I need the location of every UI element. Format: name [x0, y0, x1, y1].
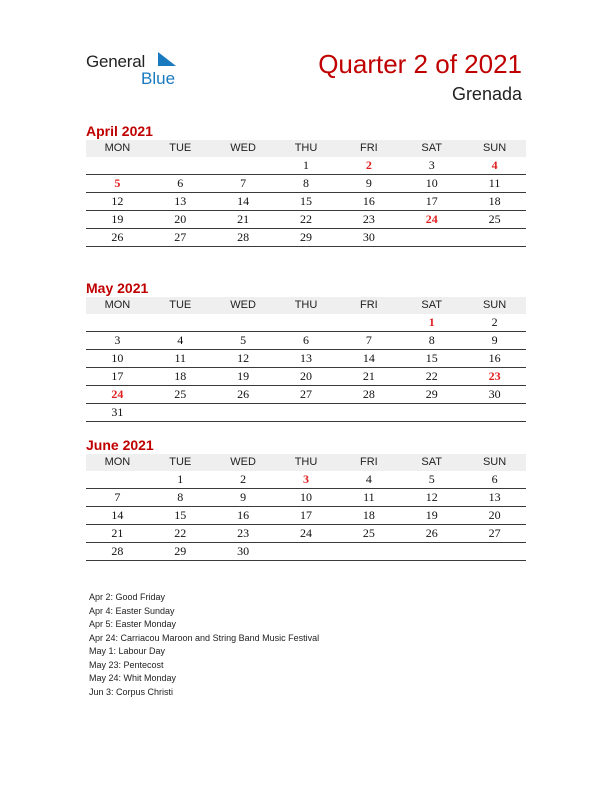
day-cell: 5 [400, 471, 463, 489]
day-cell: 15 [400, 350, 463, 368]
day-cell: 9 [337, 175, 400, 193]
calendar-grid [86, 140, 526, 247]
day-cell [337, 543, 400, 561]
day-cell: 3 [86, 332, 149, 350]
day-cell: 20 [275, 368, 338, 386]
weekday-header: WED [212, 297, 275, 314]
day-cell: 28 [337, 386, 400, 404]
day-cell: 11 [337, 489, 400, 507]
day-cell [212, 314, 275, 332]
day-cell [212, 404, 275, 422]
day-cell: 21 [212, 211, 275, 229]
day-cell [463, 229, 526, 247]
day-cell: 13 [463, 489, 526, 507]
day-cell: 9 [463, 332, 526, 350]
weekday-header: THU [275, 297, 338, 314]
weekday-header: SAT [400, 454, 463, 471]
day-cell: 20 [149, 211, 212, 229]
day-cell: 12 [400, 489, 463, 507]
day-cell [337, 404, 400, 422]
day-cell: 8 [400, 332, 463, 350]
weekday-header: FRI [337, 297, 400, 314]
day-cell: 18 [463, 193, 526, 211]
weekday-header: SUN [463, 297, 526, 314]
weekday-header: MON [86, 140, 149, 157]
day-cell: 10 [86, 350, 149, 368]
day-cell: 26 [400, 525, 463, 543]
day-cell: 17 [400, 193, 463, 211]
day-cell [275, 543, 338, 561]
holiday-note: Apr 2: Good Friday [89, 592, 166, 602]
holiday-note: Apr 5: Easter Monday [89, 619, 177, 629]
day-cell [337, 314, 400, 332]
day-cell: 6 [149, 175, 212, 193]
day-cell: 21 [337, 368, 400, 386]
calendar-grid [86, 297, 526, 422]
day-cell: 19 [212, 368, 275, 386]
holiday-day-cell: 24 [400, 211, 463, 229]
weekday-header: SUN [463, 140, 526, 157]
day-cell [86, 157, 149, 175]
day-cell: 5 [212, 332, 275, 350]
day-cell: 14 [337, 350, 400, 368]
day-cell: 8 [149, 489, 212, 507]
holiday-note: Jun 3: Corpus Christi [89, 686, 174, 697]
day-cell: 8 [275, 175, 338, 193]
day-cell [275, 314, 338, 332]
weekday-header: FRI [337, 140, 400, 157]
month-april [86, 122, 526, 247]
day-cell: 22 [149, 525, 212, 543]
day-cell: 10 [275, 489, 338, 507]
weekday-header: SUN [463, 454, 526, 471]
day-cell: 25 [149, 386, 212, 404]
day-cell: 1 [275, 157, 338, 175]
day-cell: 30 [212, 543, 275, 561]
day-cell: 20 [463, 507, 526, 525]
day-cell: 18 [149, 368, 212, 386]
day-cell: 7 [337, 332, 400, 350]
month-title: May 2021 [86, 280, 149, 296]
day-cell: 25 [463, 211, 526, 229]
day-cell [400, 404, 463, 422]
day-cell: 13 [149, 193, 212, 211]
day-cell [400, 229, 463, 247]
day-cell: 24 [275, 525, 338, 543]
weekday-header: FRI [337, 454, 400, 471]
day-cell: 2 [463, 314, 526, 332]
day-cell: 17 [86, 368, 149, 386]
day-cell [463, 404, 526, 422]
weekday-header: WED [212, 140, 275, 157]
holiday-day-cell: 23 [463, 368, 526, 386]
day-cell: 7 [212, 175, 275, 193]
holiday-notes [89, 591, 319, 699]
weekday-header: WED [212, 454, 275, 471]
month-title: June 2021 [86, 437, 154, 453]
day-cell: 13 [275, 350, 338, 368]
day-cell: 31 [86, 404, 149, 422]
day-cell [212, 157, 275, 175]
country-name: Grenada [451, 84, 522, 104]
weekday-header: TUE [149, 297, 212, 314]
day-cell: 4 [337, 471, 400, 489]
day-cell: 11 [149, 350, 212, 368]
day-cell: 30 [463, 386, 526, 404]
day-cell: 14 [212, 193, 275, 211]
day-cell: 16 [463, 350, 526, 368]
weekday-header: THU [275, 454, 338, 471]
day-cell: 4 [149, 332, 212, 350]
day-cell [149, 314, 212, 332]
day-cell: 26 [86, 229, 149, 247]
day-cell [149, 157, 212, 175]
day-cell: 21 [86, 525, 149, 543]
day-cell: 18 [337, 507, 400, 525]
holiday-note: May 23: Pentecost [89, 659, 164, 670]
day-cell: 23 [337, 211, 400, 229]
day-cell [86, 471, 149, 489]
day-cell: 23 [212, 525, 275, 543]
holiday-day-cell: 3 [275, 471, 338, 489]
weekday-header: THU [275, 140, 338, 157]
weekday-header: SAT [400, 297, 463, 314]
day-cell: 27 [149, 229, 212, 247]
day-cell: 3 [400, 157, 463, 175]
weekday-header: TUE [149, 454, 212, 471]
holiday-day-cell: 2 [337, 157, 400, 175]
day-cell: 15 [275, 193, 338, 211]
day-cell: 29 [149, 543, 212, 561]
holiday-day-cell: 5 [86, 175, 149, 193]
day-cell: 27 [275, 386, 338, 404]
day-cell: 17 [275, 507, 338, 525]
day-cell [86, 314, 149, 332]
day-cell: 10 [400, 175, 463, 193]
holiday-day-cell: 4 [463, 157, 526, 175]
day-cell: 12 [212, 350, 275, 368]
calendar-grid [86, 454, 526, 561]
day-cell: 30 [337, 229, 400, 247]
holiday-note: May 1: Labour Day [89, 646, 166, 656]
day-cell [149, 404, 212, 422]
day-cell: 27 [463, 525, 526, 543]
day-cell: 22 [400, 368, 463, 386]
day-cell: 28 [86, 543, 149, 561]
logo-word-blue: Blue [141, 69, 176, 88]
day-cell: 1 [149, 471, 212, 489]
generalblue-logo [86, 50, 186, 90]
day-cell: 11 [463, 175, 526, 193]
month-may [86, 279, 526, 422]
day-cell: 19 [400, 507, 463, 525]
day-cell: 29 [275, 229, 338, 247]
month-title: April 2021 [86, 123, 153, 139]
day-cell: 22 [275, 211, 338, 229]
day-cell: 14 [86, 507, 149, 525]
day-cell: 6 [275, 332, 338, 350]
day-cell: 19 [86, 211, 149, 229]
holiday-day-cell: 1 [400, 314, 463, 332]
day-cell: 12 [86, 193, 149, 211]
day-cell: 15 [149, 507, 212, 525]
day-cell: 28 [212, 229, 275, 247]
day-cell [400, 543, 463, 561]
day-cell: 25 [337, 525, 400, 543]
day-cell: 29 [400, 386, 463, 404]
day-cell: 9 [212, 489, 275, 507]
day-cell [275, 404, 338, 422]
holiday-note: Apr 24: Carriacou Maroon and String Band Music Festival [89, 632, 320, 643]
day-cell: 6 [463, 471, 526, 489]
day-cell: 16 [337, 193, 400, 211]
holiday-day-cell: 24 [86, 386, 149, 404]
weekday-header: MON [86, 297, 149, 314]
logo-word-general: General [86, 52, 146, 71]
day-cell: 26 [212, 386, 275, 404]
holiday-note: May 24: Whit Monday [89, 673, 177, 683]
quarter-title: Quarter 2 of 2021 [318, 49, 522, 79]
weekday-header: MON [86, 454, 149, 471]
day-cell: 16 [212, 507, 275, 525]
month-june [86, 436, 526, 561]
weekday-header: TUE [149, 140, 212, 157]
day-cell: 2 [212, 471, 275, 489]
day-cell [463, 543, 526, 561]
holiday-note: Apr 4: Easter Sunday [89, 605, 175, 616]
day-cell: 7 [86, 489, 149, 507]
logo-triangle-icon [158, 52, 178, 68]
weekday-header: SAT [400, 140, 463, 157]
